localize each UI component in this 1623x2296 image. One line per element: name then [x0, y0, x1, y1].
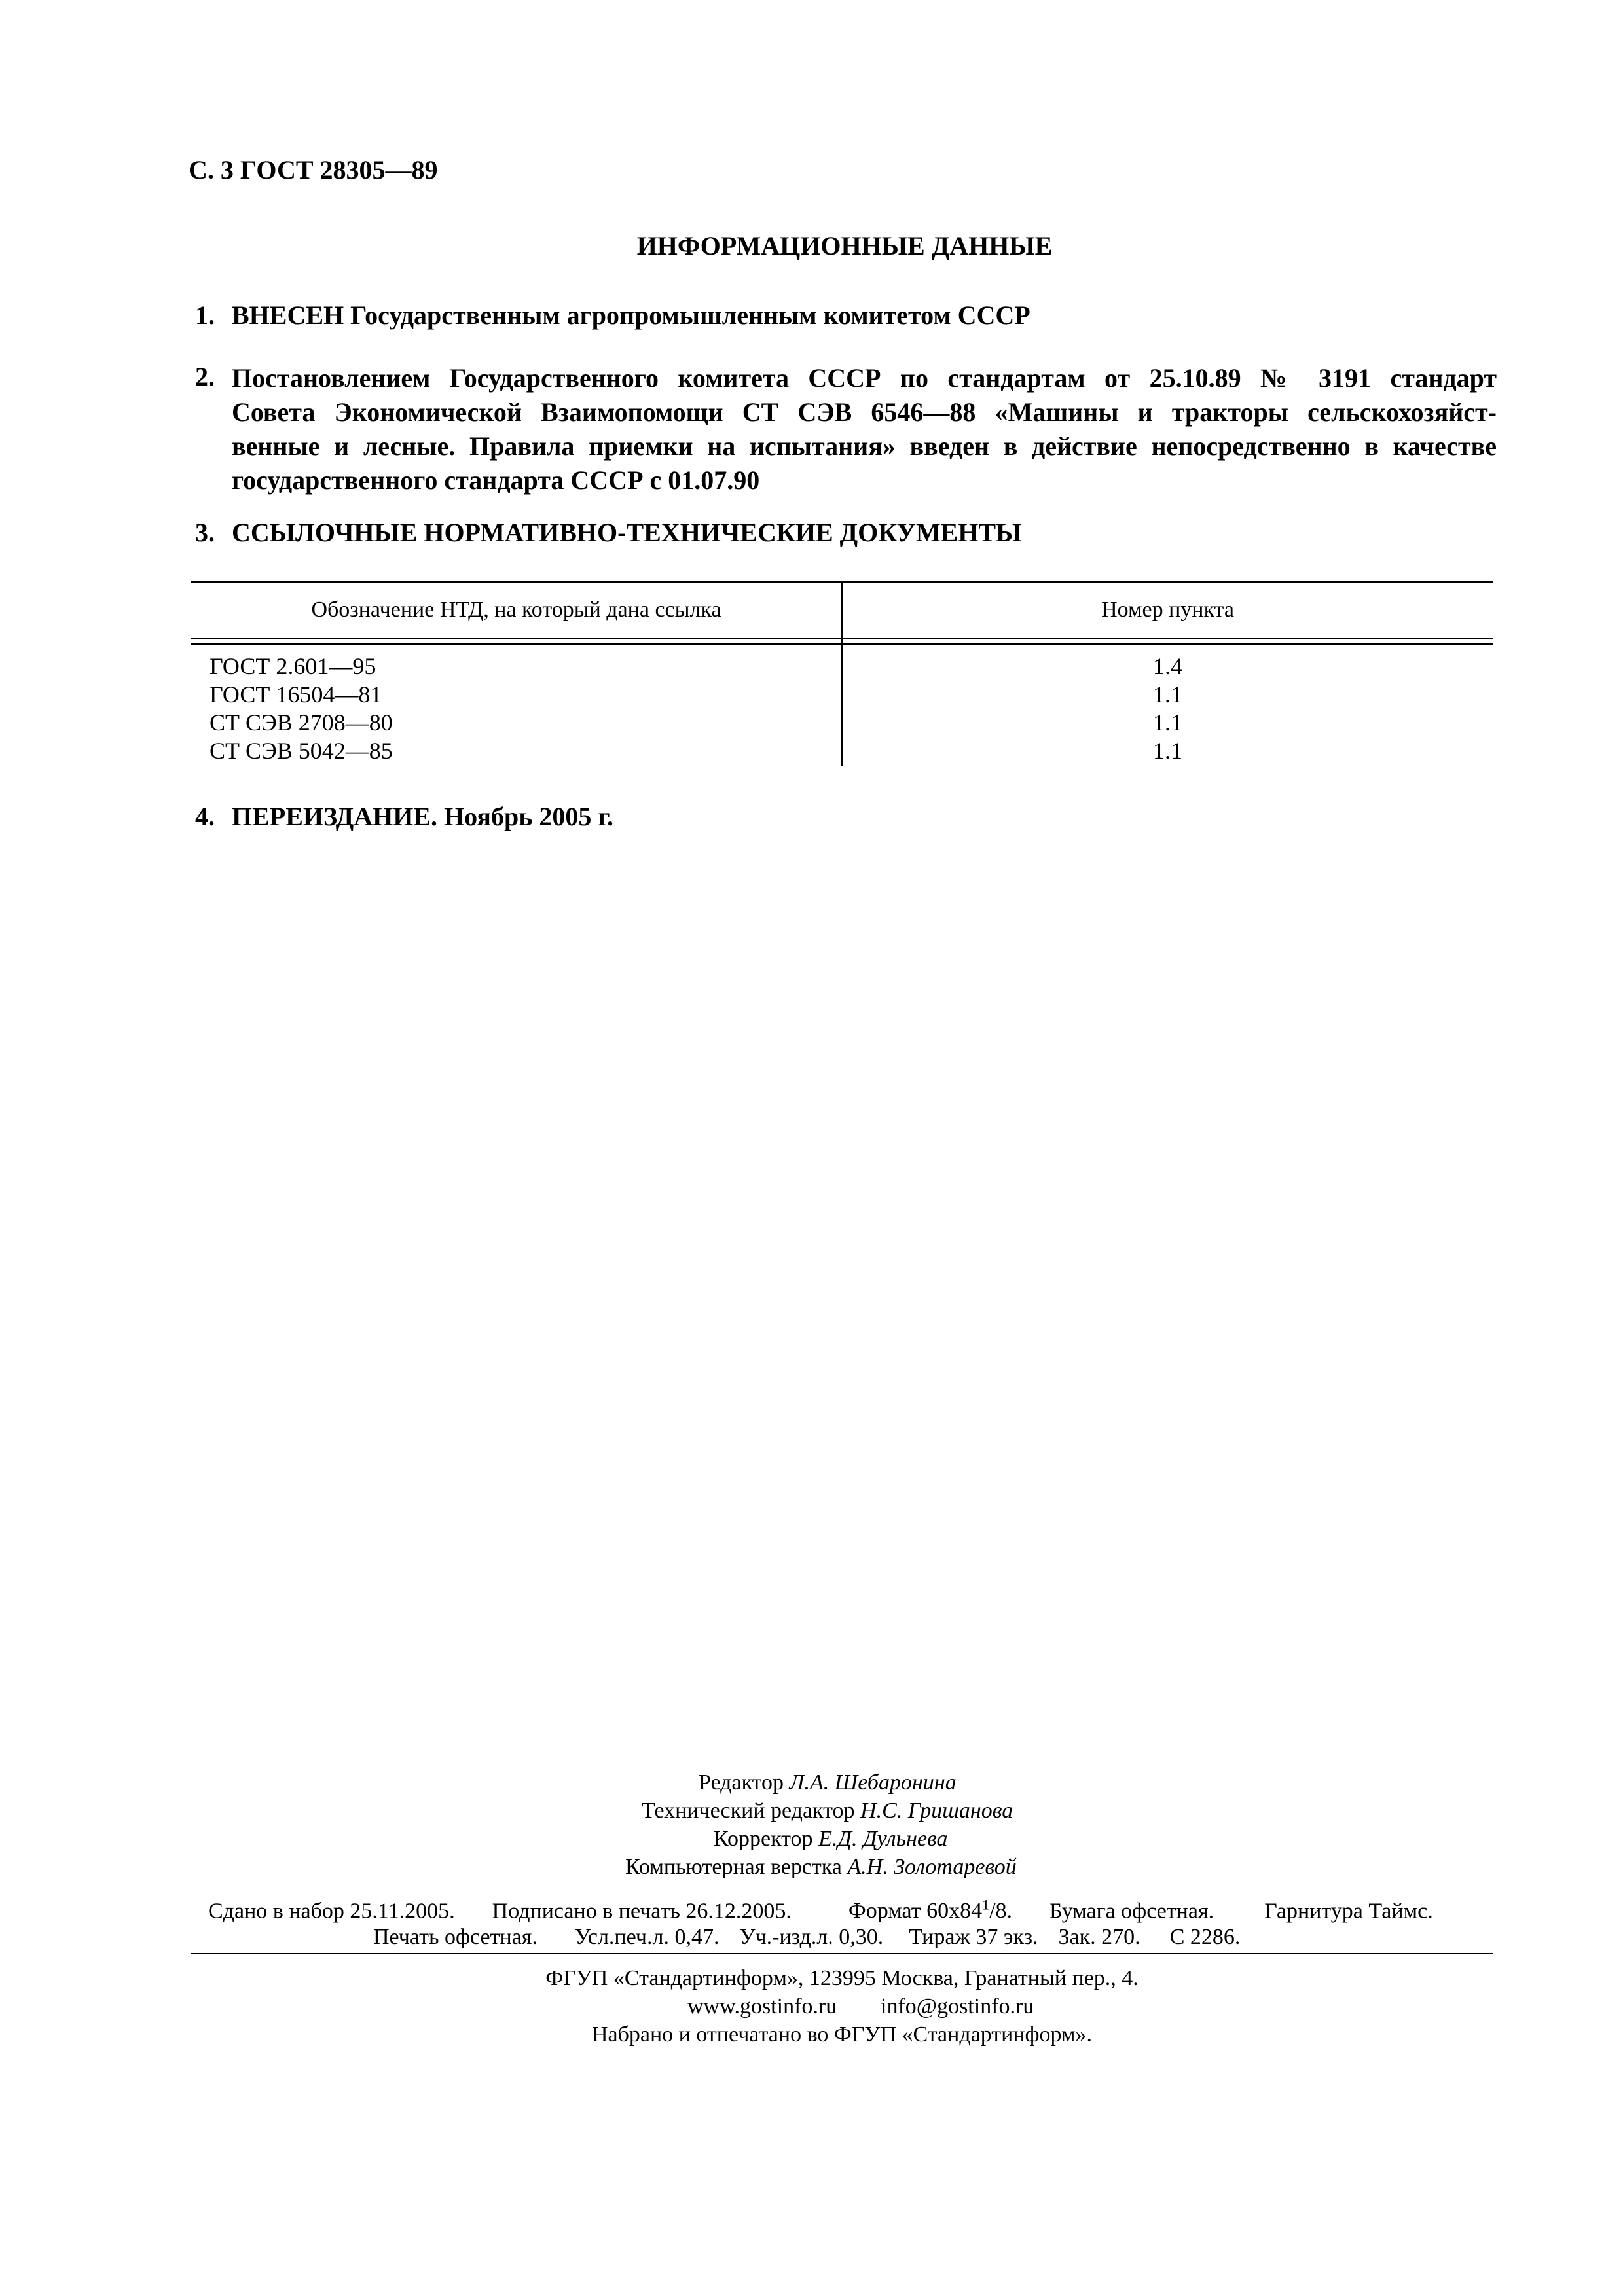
item-text-line: Совета Экономической Взаимопомощи СТ СЭВ 6546—88 «Машины и тракторы сельскохозяйст- — [232, 397, 1497, 427]
paper: Бумага офсетная. — [1049, 1899, 1214, 1924]
credit-editor — [699, 1770, 957, 1795]
credit-role: Редактор — [699, 1770, 784, 1795]
sent-to-typesetting: Сдано в набор 25.11.2005. — [208, 1899, 455, 1924]
item-number: 4. — [195, 802, 215, 831]
table-cell-clause: 1.1 — [1153, 709, 1182, 736]
item-number: 2. — [195, 362, 215, 391]
credit-name: А.Н. Золотаревой — [847, 1855, 1017, 1879]
list-item-2 — [195, 361, 1504, 495]
page-header: С. 3 ГОСТ 28305—89 — [189, 155, 438, 185]
signed-for-print: Подписано в печать 26.12.2005. — [492, 1899, 792, 1924]
table-cell-document: СТ СЭВ 5042—85 — [210, 738, 393, 764]
footer-divider — [191, 1953, 1493, 1954]
pub-sheets: Уч.-изд.л. 0,30. — [739, 1925, 884, 1949]
credit-tech-editor — [642, 1799, 1013, 1823]
table-cell-clause: 1.4 — [1153, 653, 1182, 679]
table-header-document: Обозначение НТД, на который дана ссылка — [311, 598, 721, 622]
publisher-email: info@gostinfo.ru — [881, 1994, 1034, 2018]
item-text-line: венные и лесные. Правила приемки на испытания» введен в действие непосредственно в качестве — [232, 431, 1497, 461]
table-cell-document: ГОСТ 2.601—95 — [210, 653, 376, 679]
credit-name: Л.А. Шебаронина — [789, 1770, 957, 1795]
table-cell-clause: 1.1 — [1153, 681, 1182, 708]
item-text-line: Постановлением Государственного комитета СССР по стандартам от 25.10.89 № 3191 стандарт — [232, 363, 1497, 393]
print-info-row-1 — [208, 1897, 1433, 1924]
table-cell-document: ГОСТ 16504—81 — [210, 681, 382, 708]
table-cell-clause: 1.1 — [1153, 738, 1182, 764]
item-text-line: государственного стандарта СССР с 01.07.90 — [232, 465, 760, 495]
format: Формат $60x84^1/8$. — [848, 1897, 1013, 1924]
credit-name: Е.Д. Дульнева — [818, 1827, 948, 1851]
item-text: ССЫЛОЧНЫЕ НОРМАТИВНО-ТЕХНИЧЕСКИЕ ДОКУМЕНТЫ — [232, 518, 1022, 547]
credit-layout — [625, 1855, 1017, 1880]
publisher-address: ФГУП «Стандартинформ», 123995 Москва, Гранатный пер., 4. — [545, 1966, 1139, 1990]
credit-role: Технический редактор — [642, 1799, 855, 1823]
typeface: Гарнитура Таймс. — [1264, 1899, 1433, 1924]
publisher-printed: Набрано и отпечатано во ФГУП «Стандартинформ». — [591, 2022, 1093, 2047]
credit-name: Н.С. Гришанова — [860, 1799, 1013, 1823]
conv-sheets: Усл.печ.л. 0,47. — [574, 1925, 720, 1949]
item-text — [232, 361, 1497, 497]
print-run: Тираж 37 экз. — [909, 1925, 1038, 1949]
publisher-website: www.gostinfo.ru — [687, 1994, 837, 2018]
credit-role: Корректор — [714, 1827, 813, 1851]
order-number: Зак. 270. — [1058, 1925, 1140, 1949]
item-number: 3. — [195, 518, 215, 547]
document-title: ИНФОРМАЦИОННЫЕ ДАННЫЕ — [636, 231, 1053, 260]
table-header-clause: Номер пункта — [1101, 598, 1234, 622]
item-text: ВНЕСЕН Государственным агропромышленным комитетом СССР — [232, 300, 1030, 330]
print-info-row-2 — [373, 1925, 1240, 1950]
table-cell-document: СТ СЭВ 2708—80 — [210, 709, 393, 736]
item-number: 1. — [195, 300, 215, 330]
printing: Печать офсетная. — [373, 1925, 538, 1949]
item-text: ПЕРЕИЗДАНИЕ. Ноябрь 2005 г. — [232, 802, 614, 831]
credit-proofreader — [714, 1827, 948, 1852]
print-code: С 2286. — [1169, 1925, 1241, 1949]
credit-role: Компьютерная верстка — [625, 1855, 842, 1879]
